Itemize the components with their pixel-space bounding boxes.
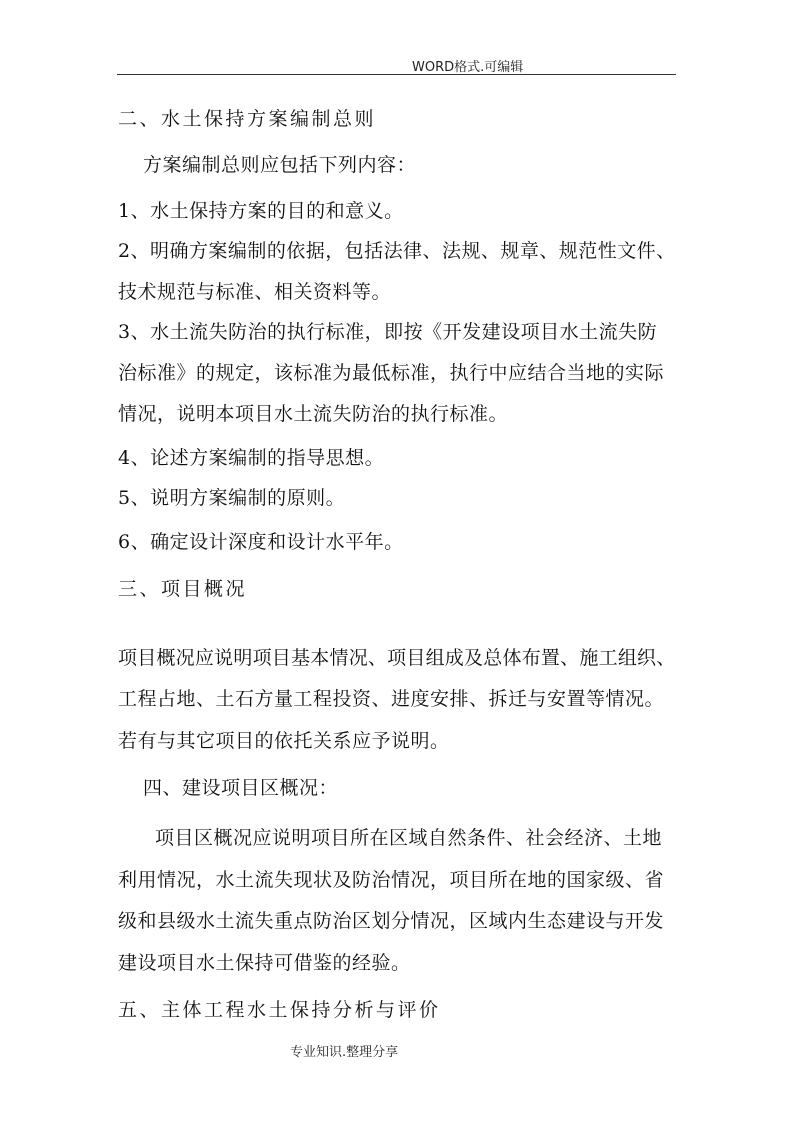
page-footer-text: 专业知识.整理分享 bbox=[290, 1045, 399, 1060]
list-item-3-line-1: 3、水土流失防治的执行标准，即按《开发建设项目水土流失防 bbox=[118, 321, 658, 343]
section-3-line-2: 工程占地、土石方量工程投资、进度安排、拆迁与安置等情况。 bbox=[118, 688, 665, 710]
section-4-heading: 四、建设项目区概况： bbox=[143, 777, 339, 799]
section-4-line-1: 项目区概况应说明项目所在区域自然条件、社会经济、土地 bbox=[155, 827, 663, 849]
list-item-2-line-1: 2、明确方案编制的依据，包括法律、法规、规章、规范性文件、 bbox=[118, 240, 676, 262]
header-rule bbox=[117, 74, 676, 75]
section-4-line-2: 利用情况，水土流失现状及防治情况，项目所在地的国家级、省 bbox=[118, 869, 665, 891]
list-item-4: 4、论述方案编制的指导思想。 bbox=[118, 447, 385, 469]
section-3-heading: 三、项目概况 bbox=[118, 578, 248, 600]
section-3-line-1: 项目概况应说明项目基本情况、项目组成及总体布置、施工组织、 bbox=[118, 647, 676, 669]
page-header-text: WORD格式.可编辑 bbox=[412, 60, 524, 75]
list-item-5: 5、说明方案编制的原则。 bbox=[118, 487, 346, 509]
section-4-line-4: 建设项目水土保持可借鉴的经验。 bbox=[118, 952, 411, 974]
list-item-6: 6、确定设计深度和设计水平年。 bbox=[118, 531, 404, 553]
section-4-line-3: 级和县级水土流失重点防治区划分情况，区域内生态建设与开发 bbox=[118, 910, 665, 932]
section-5-heading: 五、主体工程水土保持分析与评价 bbox=[118, 999, 441, 1021]
list-item-2-line-2: 技术规范与标准、相关资料等。 bbox=[118, 281, 392, 303]
list-item-3-line-3: 情况，说明本项目水土流失防治的执行标准。 bbox=[118, 403, 509, 425]
list-item-1: 1、水土保持方案的目的和意义。 bbox=[118, 200, 404, 222]
section-3-line-3: 若有与其它项目的依托关系应予说明。 bbox=[118, 730, 450, 752]
section-2-heading: 二、水土保持方案编制总则 bbox=[118, 108, 377, 130]
section-2-intro: 方案编制总则应包括下列内容： bbox=[143, 154, 417, 176]
list-item-3-line-2: 治标准》的规定，该标准为最低标准，执行中应结合当地的实际 bbox=[118, 362, 665, 384]
